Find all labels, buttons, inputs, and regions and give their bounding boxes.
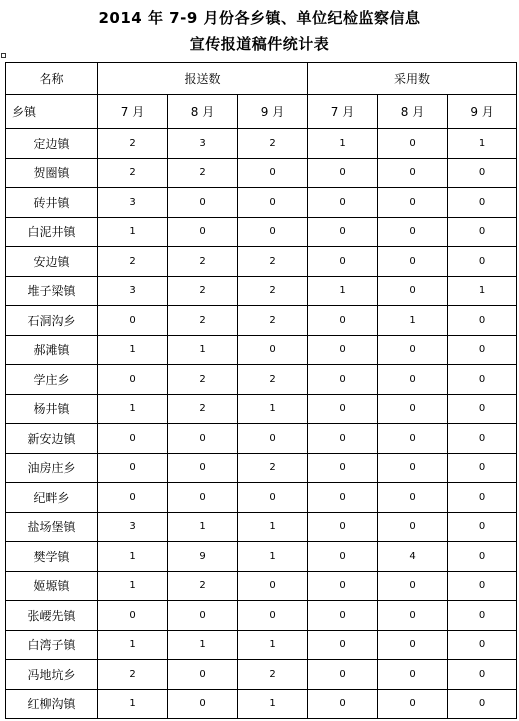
used-count-cell: 0	[378, 335, 448, 365]
month-header-sent-7: 7 月	[98, 95, 168, 129]
used-count-cell: 0	[378, 129, 448, 159]
sent-count-cell: 0	[168, 483, 238, 513]
used-count-cell: 0	[378, 483, 448, 513]
used-count-cell: 0	[378, 217, 448, 247]
sent-count-cell: 0	[168, 188, 238, 218]
used-count-cell: 0	[448, 571, 517, 601]
town-name-cell: 红柳沟镇	[6, 689, 98, 719]
used-count-cell: 0	[378, 247, 448, 277]
sent-count-cell: 2	[168, 276, 238, 306]
sent-count-cell: 0	[98, 306, 168, 336]
table-row	[6, 453, 517, 483]
table-row	[6, 394, 517, 424]
group-header-sent: 报送数	[98, 63, 308, 95]
sent-count-cell: 0	[238, 158, 308, 188]
used-count-cell: 0	[378, 276, 448, 306]
sent-count-cell: 1	[168, 335, 238, 365]
table-row	[6, 158, 517, 188]
sent-count-cell: 3	[98, 188, 168, 218]
used-count-cell: 0	[448, 630, 517, 660]
town-name-cell: 张崾先镇	[6, 601, 98, 631]
sent-count-cell: 0	[168, 453, 238, 483]
sent-count-cell: 9	[168, 542, 238, 572]
used-count-cell: 0	[448, 453, 517, 483]
sent-count-cell: 0	[168, 424, 238, 454]
used-count-cell: 0	[308, 335, 378, 365]
header-row-months	[6, 95, 517, 129]
sent-count-cell: 2	[238, 365, 308, 395]
month-header-used-9: 9 月	[448, 95, 517, 129]
used-count-cell: 0	[308, 188, 378, 218]
sent-count-cell: 2	[98, 247, 168, 277]
sent-count-cell: 0	[238, 571, 308, 601]
sent-count-cell: 2	[98, 158, 168, 188]
sent-count-cell: 0	[168, 689, 238, 719]
used-count-cell: 1	[308, 276, 378, 306]
group-header-used: 采用数	[308, 63, 517, 95]
used-count-cell: 0	[448, 542, 517, 572]
table-row	[6, 424, 517, 454]
sent-count-cell: 2	[98, 660, 168, 690]
used-count-cell: 0	[308, 453, 378, 483]
used-count-cell: 0	[378, 630, 448, 660]
table-row	[6, 217, 517, 247]
used-count-cell: 0	[308, 306, 378, 336]
town-name-cell: 学庄乡	[6, 365, 98, 395]
sent-count-cell: 1	[238, 542, 308, 572]
table-row	[6, 571, 517, 601]
sent-count-cell: 0	[238, 335, 308, 365]
sent-count-cell: 1	[238, 394, 308, 424]
used-count-cell: 0	[308, 394, 378, 424]
table-anchor-handle[interactable]	[1, 53, 6, 58]
town-name-cell: 纪畔乡	[6, 483, 98, 513]
used-count-cell: 0	[308, 660, 378, 690]
header-row-groups	[6, 63, 517, 95]
sent-count-cell: 0	[238, 601, 308, 631]
used-count-cell: 0	[308, 601, 378, 631]
sent-count-cell: 1	[98, 689, 168, 719]
sent-count-cell: 0	[238, 424, 308, 454]
used-count-cell: 0	[448, 424, 517, 454]
month-header-used-8: 8 月	[378, 95, 448, 129]
used-count-cell: 4	[378, 542, 448, 572]
used-count-cell: 0	[378, 188, 448, 218]
used-count-cell: 0	[448, 689, 517, 719]
sent-count-cell: 1	[98, 217, 168, 247]
sent-count-cell: 1	[168, 630, 238, 660]
table-row	[6, 276, 517, 306]
table-row	[6, 660, 517, 690]
used-count-cell: 0	[308, 424, 378, 454]
used-count-cell: 0	[308, 630, 378, 660]
used-count-cell: 0	[308, 542, 378, 572]
sent-count-cell: 1	[98, 571, 168, 601]
document-title-line2: 宣传报道稿件统计表	[189, 35, 330, 53]
used-count-cell: 0	[308, 365, 378, 395]
table-row	[6, 188, 517, 218]
sent-count-cell: 0	[98, 424, 168, 454]
table-row	[6, 512, 517, 542]
sent-count-cell: 2	[238, 129, 308, 159]
table-row	[6, 306, 517, 336]
document-title-line1: 2014 年 7-9 月份各乡镇、单位纪检监察信息	[98, 9, 421, 27]
town-name-cell: 白湾子镇	[6, 630, 98, 660]
sent-count-cell: 1	[98, 335, 168, 365]
town-name-cell: 堆子梁镇	[6, 276, 98, 306]
used-count-cell: 1	[378, 306, 448, 336]
table-row	[6, 335, 517, 365]
table-row	[6, 689, 517, 719]
used-count-cell: 0	[448, 217, 517, 247]
corner-town-cell	[6, 95, 98, 129]
sent-count-cell: 2	[168, 394, 238, 424]
table-row	[6, 601, 517, 631]
table-row	[6, 630, 517, 660]
sent-count-cell: 0	[98, 483, 168, 513]
sent-count-cell: 1	[238, 689, 308, 719]
sent-count-cell: 0	[168, 217, 238, 247]
used-count-cell: 1	[448, 276, 517, 306]
corner-name-label: 名称	[39, 72, 64, 86]
used-count-cell: 0	[378, 365, 448, 395]
sent-count-cell: 2	[168, 158, 238, 188]
town-name-cell: 白泥井镇	[6, 217, 98, 247]
used-count-cell: 0	[378, 601, 448, 631]
used-count-cell: 0	[448, 158, 517, 188]
town-name-cell: 新安边镇	[6, 424, 98, 454]
used-count-cell: 0	[448, 365, 517, 395]
table-row	[6, 129, 517, 159]
used-count-cell: 0	[378, 158, 448, 188]
town-name-cell: 油房庄乡	[6, 453, 98, 483]
used-count-cell: 0	[308, 247, 378, 277]
town-name-cell: 郝滩镇	[6, 335, 98, 365]
used-count-cell: 0	[378, 660, 448, 690]
sent-count-cell: 2	[238, 306, 308, 336]
used-count-cell: 0	[308, 217, 378, 247]
month-header-sent-9: 9 月	[238, 95, 308, 129]
sent-count-cell: 1	[98, 542, 168, 572]
sent-count-cell: 3	[98, 276, 168, 306]
sent-count-cell: 2	[98, 129, 168, 159]
table-row	[6, 542, 517, 572]
town-name-cell: 盐场堡镇	[6, 512, 98, 542]
table-row	[6, 365, 517, 395]
table-row	[6, 247, 517, 277]
used-count-cell: 0	[308, 158, 378, 188]
sent-count-cell: 2	[168, 365, 238, 395]
used-count-cell: 0	[378, 512, 448, 542]
town-name-cell: 姬塬镇	[6, 571, 98, 601]
used-count-cell: 0	[448, 601, 517, 631]
used-count-cell: 0	[448, 335, 517, 365]
sent-count-cell: 1	[98, 630, 168, 660]
town-name-cell: 定边镇	[6, 129, 98, 159]
used-count-cell: 0	[448, 306, 517, 336]
corner-town-label: 乡镇	[12, 105, 37, 119]
used-count-cell: 1	[448, 129, 517, 159]
sent-count-cell: 2	[238, 247, 308, 277]
sent-count-cell: 0	[238, 188, 308, 218]
sent-count-cell: 2	[238, 453, 308, 483]
town-name-cell: 砖井镇	[6, 188, 98, 218]
month-header-used-7: 7 月	[308, 95, 378, 129]
used-count-cell: 0	[448, 660, 517, 690]
used-count-cell: 0	[448, 188, 517, 218]
table-row	[6, 483, 517, 513]
sent-count-cell: 2	[168, 571, 238, 601]
used-count-cell: 0	[378, 424, 448, 454]
statistics-table	[5, 62, 517, 719]
used-count-cell: 0	[378, 689, 448, 719]
sent-count-cell: 1	[168, 512, 238, 542]
used-count-cell: 0	[378, 453, 448, 483]
used-count-cell: 0	[448, 247, 517, 277]
used-count-cell: 0	[308, 571, 378, 601]
sent-count-cell: 0	[98, 365, 168, 395]
sent-count-cell: 0	[238, 217, 308, 247]
used-count-cell: 0	[448, 483, 517, 513]
used-count-cell: 0	[448, 394, 517, 424]
sent-count-cell: 2	[238, 276, 308, 306]
used-count-cell: 0	[378, 571, 448, 601]
sent-count-cell: 1	[98, 394, 168, 424]
sent-count-cell: 1	[238, 512, 308, 542]
used-count-cell: 0	[378, 394, 448, 424]
used-count-cell: 0	[448, 512, 517, 542]
sent-count-cell: 0	[98, 601, 168, 631]
sent-count-cell: 3	[168, 129, 238, 159]
sent-count-cell: 0	[98, 453, 168, 483]
sent-count-cell: 0	[168, 660, 238, 690]
sent-count-cell: 3	[98, 512, 168, 542]
sent-count-cell: 2	[238, 660, 308, 690]
town-name-cell: 石洞沟乡	[6, 306, 98, 336]
sent-count-cell: 2	[168, 306, 238, 336]
sent-count-cell: 0	[168, 601, 238, 631]
sent-count-cell: 0	[238, 483, 308, 513]
town-name-cell: 樊学镇	[6, 542, 98, 572]
sent-count-cell: 2	[168, 247, 238, 277]
used-count-cell: 1	[308, 129, 378, 159]
town-name-cell: 杨井镇	[6, 394, 98, 424]
used-count-cell: 0	[308, 689, 378, 719]
used-count-cell: 0	[308, 483, 378, 513]
used-count-cell: 0	[308, 512, 378, 542]
town-name-cell: 安边镇	[6, 247, 98, 277]
town-name-cell: 贺圈镇	[6, 158, 98, 188]
month-header-sent-8: 8 月	[168, 95, 238, 129]
town-name-cell: 冯地坑乡	[6, 660, 98, 690]
sent-count-cell: 1	[238, 630, 308, 660]
corner-name-cell	[6, 63, 98, 95]
